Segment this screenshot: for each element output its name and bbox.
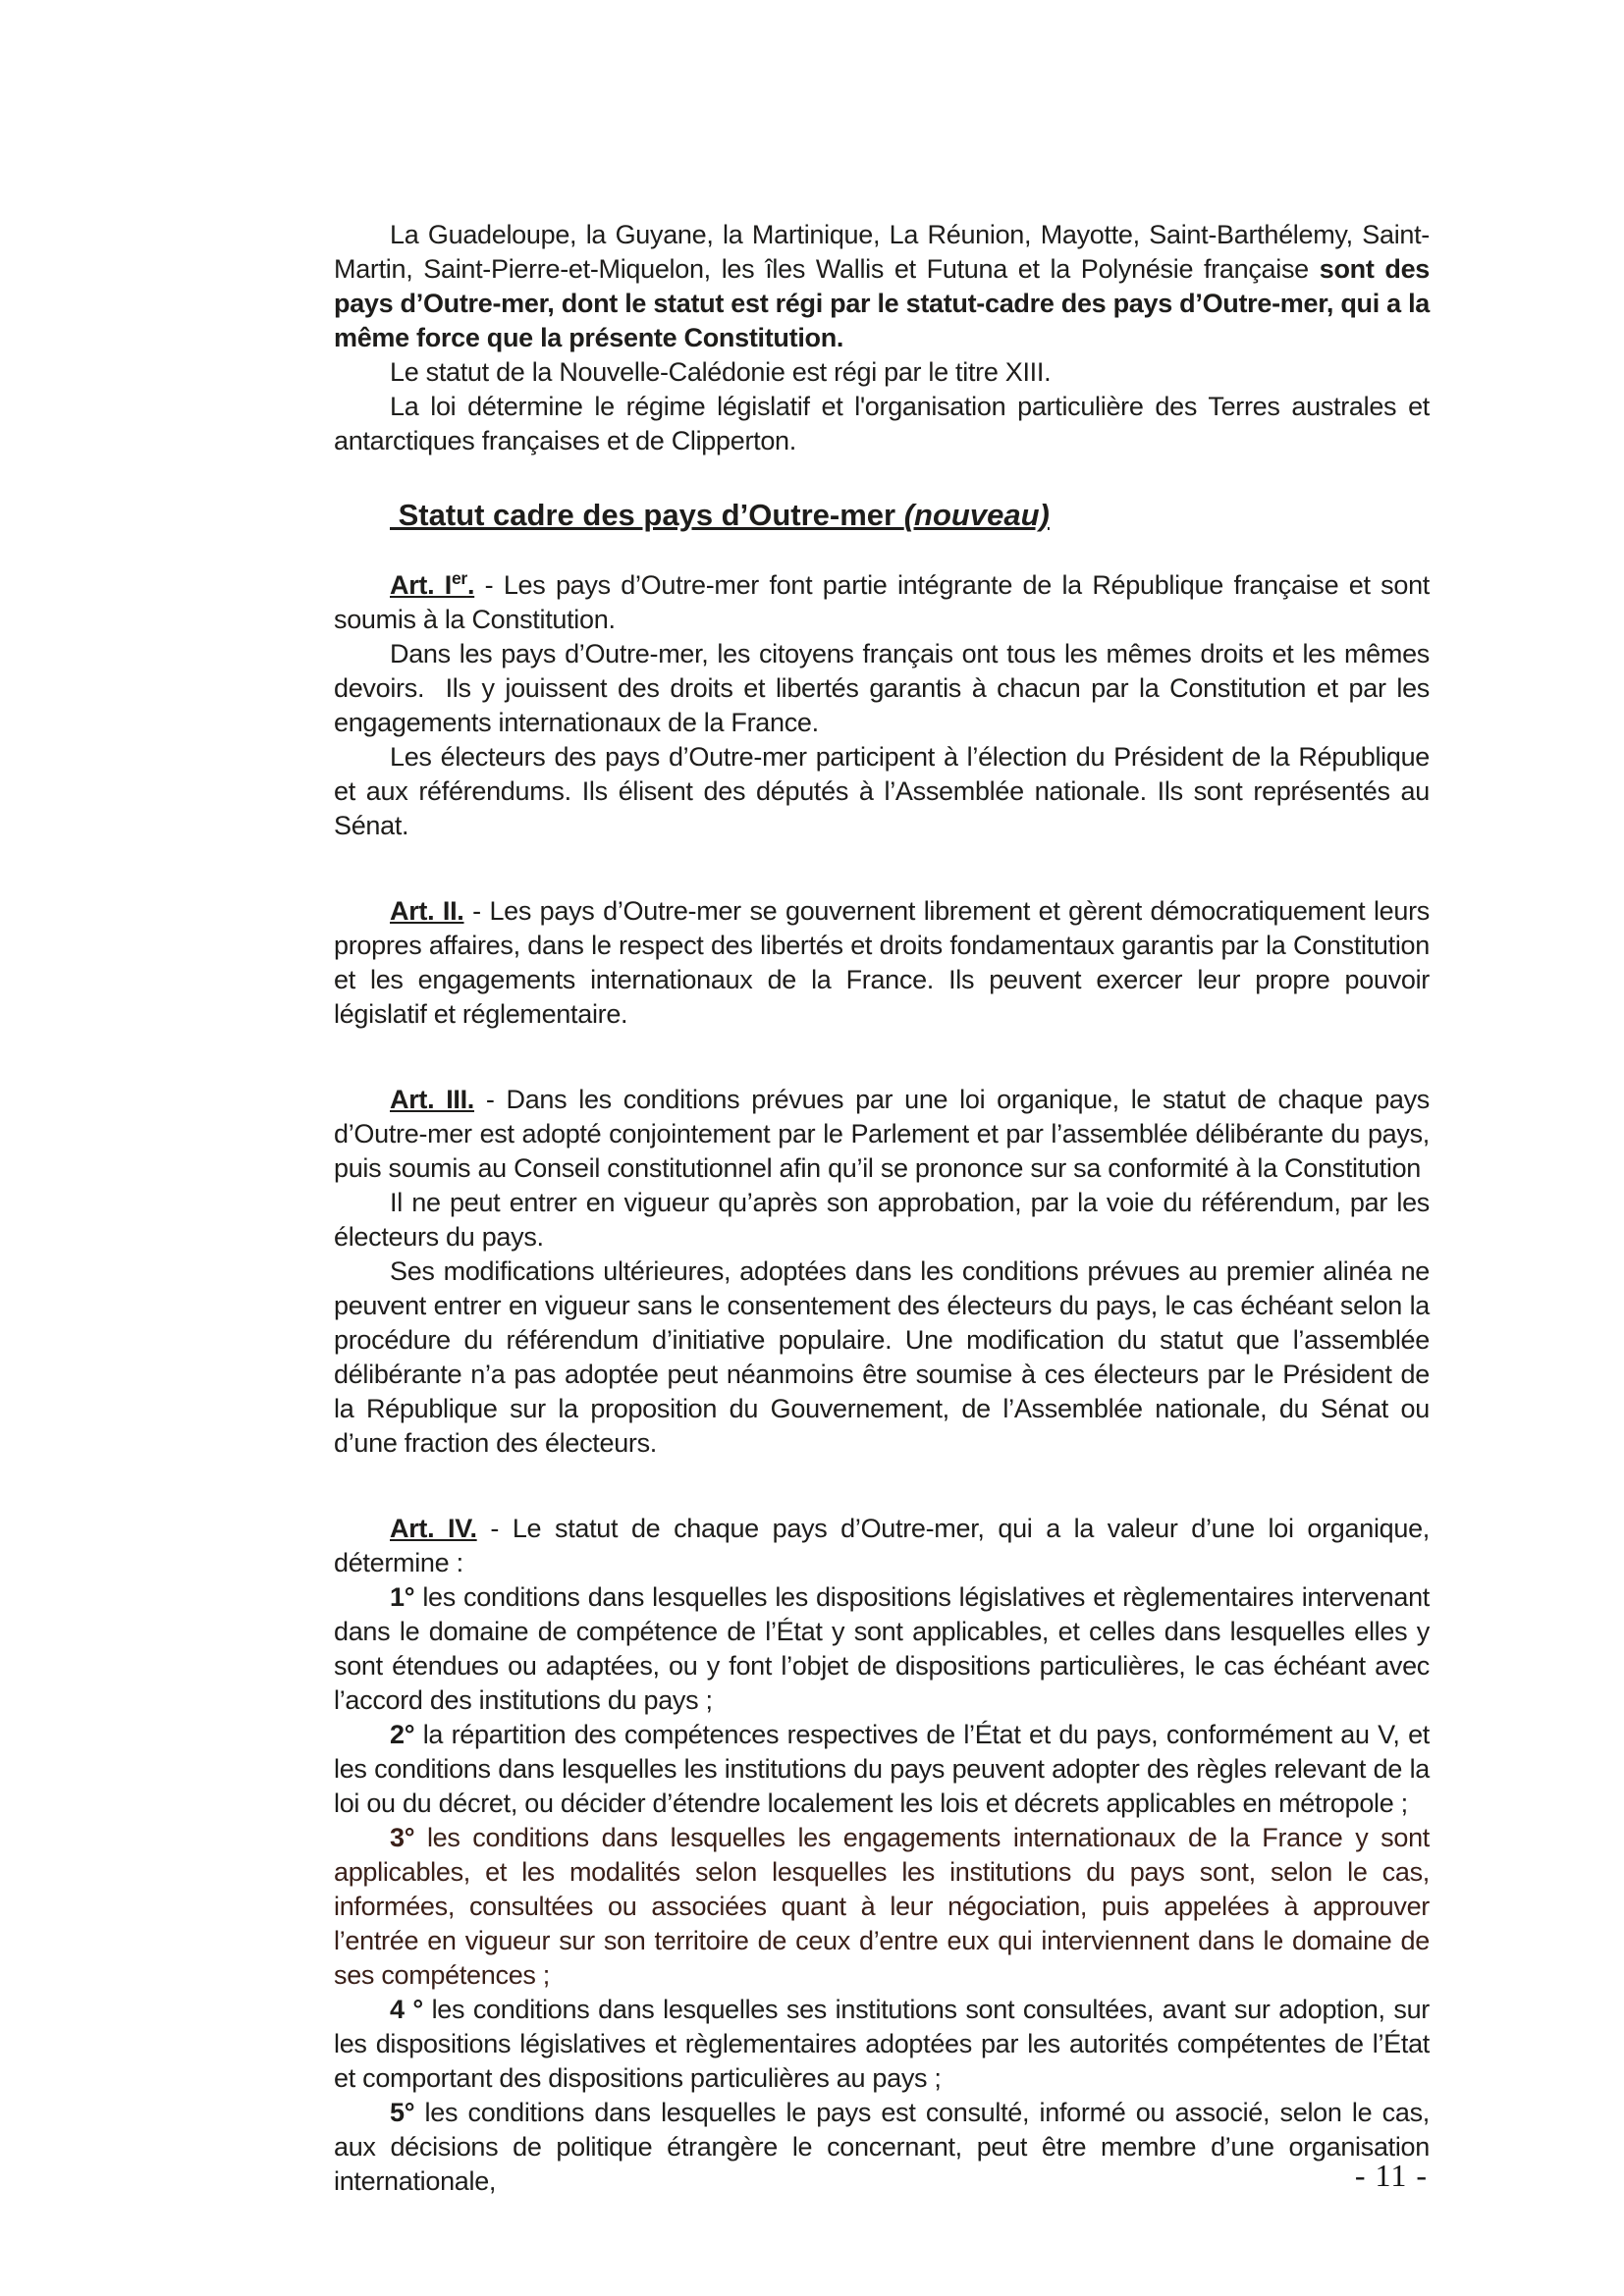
paragraph-text: Il ne peut entrer en vigueur qu’après son approbation, par la voie du référendum, par les électeurs du pays.: [334, 1188, 1430, 1252]
list-item-number: 1°: [390, 1582, 415, 1612]
list-item-4: [334, 1993, 1430, 2096]
paragraph-text: Dans les pays d’Outre-mer, les citoyens français ont tous les mêmes droits et les mêmes devoirs. Ils y jouissent des droits et libertés garantis à chacun par la Constitution et par les engagements internationaux de la France.: [334, 639, 1430, 737]
paragraph-text: Le statut de la Nouvelle-Calédonie est régi par le titre XIII.: [390, 357, 1052, 387]
list-item-number: 3°: [390, 1823, 415, 1852]
paragraph-terres-australes: [334, 390, 1430, 458]
paragraph-article-2: [334, 894, 1430, 1032]
list-item-1: [334, 1580, 1430, 1718]
list-item-text: les conditions dans lesquelles les engagements internationaux de la France y sont applicables, et les modalités selon lesquelles les institutions du pays sont, selon le cas, informées, consultées ou associées quant à leur négociation, puis appelées à approuver l’entrée en vigueur sur son territoire de ceux d’entre eux qui interviennent dans le domaine de ses compétences ;: [334, 1823, 1430, 1990]
list-item-3: [334, 1821, 1430, 1993]
article-1-label: [390, 570, 474, 600]
heading-underline: [390, 498, 1050, 532]
list-item-number: 2°: [390, 1720, 415, 1749]
paragraph-overseas-territories: [334, 218, 1430, 355]
article-label-superscript: er: [451, 568, 467, 588]
list-item-2: [334, 1718, 1430, 1821]
article-body: Dans les conditions prévues par une loi organique, le statut de chaque pays d’Outre-mer est adopté conjointement par le Parlement et par l’assemblée délibérante du pays, puis soumis au Conseil constitutionnel afin qu’il se prononce sur sa conformité à la Constitution: [334, 1085, 1430, 1183]
article-separator: -: [476, 1514, 513, 1543]
list-item-text: la répartition des compétences respectives de l’État et du pays, conformément au V, et les conditions dans lesquelles les institutions du pays peuvent adopter des règles relevant de la loi ou du décret, ou décider d’étendre localement les lois et décrets applicables en métropole ;: [334, 1720, 1430, 1818]
list-item-text: les conditions dans lesquelles le pays est consulté, informé ou associé, selon le cas, aux décisions de politique étrangère le concernant, peut être membre d’une organisation internationale,: [334, 2098, 1430, 2196]
paragraph-text: Ses modifications ultérieures, adoptées dans les conditions prévues au premier alinéa ne peuvent entrer en vigueur sans le consentement des électeurs du pays, le cas échéant selon la procédure du référendum d’initiative populaire. Une modification du statut que l’assemblée délibérante n’a pas adoptée peut néanmoins être soumise à ces électeurs par le Président de la République sur la proposition du Gouvernement, de l’Assemblée nationale, du Sénat ou d’une fraction des électeurs.: [334, 1256, 1430, 1458]
paragraph-text: Les électeurs des pays d’Outre-mer participent à l’élection du Président de la République et aux référendums. Ils élisent des députés à l’Assemblée nationale. Ils sont représentés au Sénat.: [334, 742, 1430, 840]
list-item-number: 5°: [390, 2098, 415, 2127]
article-4-label: Art. IV.: [390, 1514, 477, 1543]
paragraph-text: La Guadeloupe, la Guyane, la Martinique, La Réunion, Mayotte, Saint-Barthélemy, Saint-Martin, Saint-Pierre-et-Miquelon, les îles Wallis et Futuna et la Polynésie française: [334, 220, 1430, 284]
section-heading: [390, 496, 1430, 535]
paragraph-article-1-electors: [334, 740, 1430, 843]
article-3-label: Art. III.: [390, 1085, 475, 1114]
article-separator: -: [463, 896, 490, 926]
article-body: Les pays d’Outre-mer font partie intégrante de la République française et sont soumis à la Constitution.: [334, 570, 1430, 634]
article-label-period: .: [466, 570, 475, 600]
article-body: Les pays d’Outre-mer se gouvernent librement et gèrent démocratiquement leurs propres affaires, dans le respect des libertés et droits fondamentaux garantis par la Constitution et les engagements internationaux de la France. Ils peuvent exercer leur propre pouvoir législatif et réglementaire.: [334, 896, 1430, 1029]
paragraph-bold-text: sont des pays d’Outre-mer, dont le statut est régi par le statut-cadre des pays d’Outre-mer, qui a la même force que la présente Constitution.: [334, 254, 1430, 352]
list-item-5: [334, 2096, 1430, 2199]
text-block: [334, 218, 1430, 2199]
list-item-number: 4 °: [390, 1995, 423, 2024]
paragraph-article-3-modifications: [334, 1255, 1430, 1461]
list-item-text: les conditions dans lesquelles ses institutions sont consultées, avant sur adoption, sur les dispositions législatives et règlementaires adoptées par les autorités compétentes de l’État et comportant des dispositions particulières au pays ;: [334, 1995, 1430, 2093]
page-number: - 11 -: [1354, 2158, 1428, 2193]
article-separator: -: [474, 1085, 507, 1114]
paragraph-article-3: [334, 1083, 1430, 1186]
paragraph-article-1-rights: [334, 637, 1430, 740]
article-2-label: Art. II.: [390, 896, 464, 926]
heading-text: Statut cadre des pays d’Outre-mer: [390, 498, 904, 532]
paragraph-article-3-vigueur: [334, 1186, 1430, 1255]
article-label-text: Art. I: [390, 570, 452, 600]
heading-emphasis: (nouveau): [903, 498, 1050, 532]
paragraph-article-1: [334, 568, 1430, 637]
article-separator: -: [474, 570, 504, 600]
paragraph-nouvelle-caledonie: [334, 355, 1430, 390]
paragraph-article-4: [334, 1512, 1430, 1580]
article-body: Le statut de chaque pays d’Outre-mer, qui a la valeur d’une loi organique, détermine :: [334, 1514, 1430, 1577]
list-item-text: les conditions dans lesquelles les dispositions législatives et règlementaires intervenant dans le domaine de compétence de l’État y sont applicables, et celles dans lesquelles elles y sont étendues ou adaptées, ou y font l’objet de dispositions particulières, le cas échéant avec l’accord des institutions du pays ;: [334, 1582, 1430, 1715]
paragraph-text: La loi détermine le régime législatif et l'organisation particulière des Terres australes et antarctiques françaises et de Clipperton.: [334, 392, 1430, 455]
